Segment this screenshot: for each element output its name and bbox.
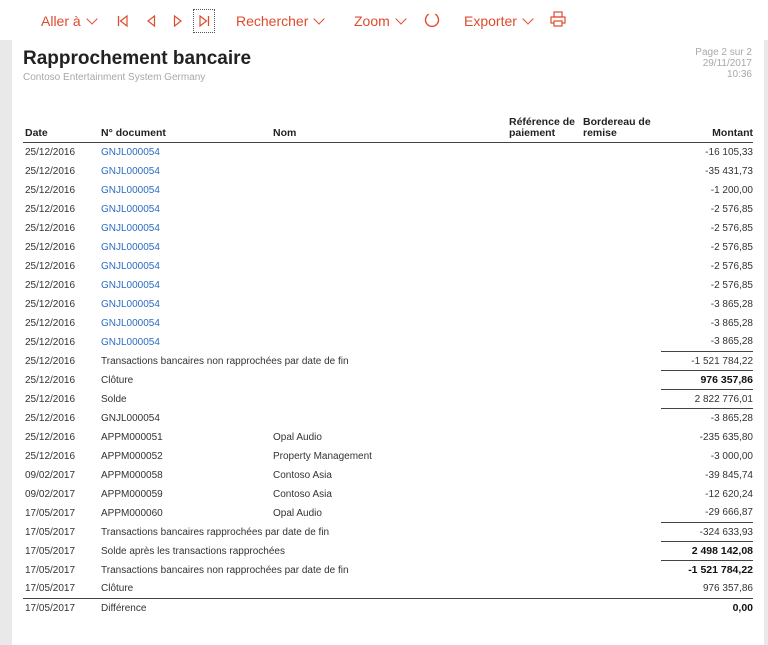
table-row: [23, 276, 753, 295]
total-label: Transactions bancaires non rapprochées par date de fin: [101, 564, 349, 576]
col-name: Nom: [271, 117, 507, 143]
document-no-cell[interactable]: GNJL000054: [101, 241, 160, 253]
name-cell: Opal Audio: [273, 507, 322, 519]
document-no-cell[interactable]: GNJL000054: [101, 146, 160, 158]
name-cell: Contoso Asia: [273, 469, 332, 481]
export-menu[interactable]: [464, 10, 532, 32]
table-row: [23, 219, 753, 238]
search-menu[interactable]: [236, 10, 323, 32]
deposit-slip-cell: [581, 200, 661, 219]
amount-cell: 976 357,86: [702, 583, 753, 595]
last-page-button[interactable]: [194, 10, 214, 32]
first-page-button[interactable]: [113, 10, 133, 32]
date-cell: 17/05/2017: [25, 583, 76, 595]
amount-cell: -2 576,85: [710, 222, 753, 234]
name-cell: [271, 333, 507, 352]
name-cell: [271, 314, 507, 333]
amount-cell: 2 822 776,01: [661, 390, 753, 409]
deposit-slip-cell: [581, 485, 661, 504]
document-no-cell[interactable]: GNJL000054: [101, 222, 160, 234]
name-cell: Opal Audio: [273, 431, 322, 443]
document-no-cell[interactable]: GNJL000054: [101, 260, 160, 272]
report-time: 10:36: [726, 69, 752, 80]
total-label: Transactions bancaires non rapprochées par date de fin: [101, 355, 349, 367]
name-cell: [271, 143, 507, 162]
name-cell: [271, 295, 507, 314]
total-row: [23, 542, 753, 561]
export-label: Exporter: [464, 13, 517, 29]
amount-cell: -3 865,28: [661, 333, 753, 352]
next-page-button[interactable]: [168, 10, 188, 32]
document-no-cell: APPM000058: [101, 469, 163, 481]
amount-cell: -2 576,85: [710, 241, 753, 253]
table-row: [23, 295, 753, 314]
document-no-cell[interactable]: GNJL000054: [101, 317, 160, 329]
col-document-no: N° document: [99, 117, 271, 143]
page-number: Page 2 sur 2: [695, 47, 752, 58]
payment-reference-cell: [507, 314, 581, 333]
date-cell: 17/05/2017: [25, 564, 76, 576]
report-toolbar: [0, 0, 768, 40]
total-label: Solde: [101, 393, 127, 405]
amount-cell: -324 633,93: [661, 523, 753, 542]
date-cell: 25/12/2016: [25, 298, 76, 310]
payment-reference-cell: [507, 504, 581, 523]
document-no-cell: APPM000051: [101, 431, 163, 443]
name-cell: Contoso Asia: [273, 488, 332, 500]
amount-cell: -2 576,85: [710, 260, 753, 272]
payment-reference-cell: [507, 447, 581, 466]
amount-cell: -2 576,85: [710, 279, 753, 291]
date-cell: 25/12/2016: [25, 431, 76, 443]
date-cell: 25/12/2016: [25, 374, 76, 386]
reconciliation-table: [23, 117, 753, 618]
date-cell: 25/12/2016: [25, 146, 76, 158]
document-no-cell[interactable]: GNJL000054: [101, 184, 160, 196]
payment-reference-cell: [507, 238, 581, 257]
date-cell: 25/12/2016: [25, 203, 76, 215]
document-no-cell: GNJL000054: [101, 412, 160, 424]
amount-cell: -35 431,73: [705, 165, 753, 177]
name-cell: Property Management: [273, 450, 372, 462]
deposit-slip-cell: [581, 504, 661, 523]
date-cell: 25/12/2016: [25, 165, 76, 177]
print-icon[interactable]: [549, 10, 567, 28]
document-no-cell: APPM000060: [101, 507, 163, 519]
table-header: [23, 117, 753, 143]
deposit-slip-cell: [581, 409, 661, 428]
payment-reference-cell: [507, 162, 581, 181]
report-title: Rapprochement bancaire: [23, 48, 252, 69]
deposit-slip-cell: [581, 314, 661, 333]
table-row: [23, 485, 753, 504]
first-page-icon: [116, 14, 130, 28]
date-cell: 25/12/2016: [25, 336, 76, 348]
amount-cell: -2 576,85: [710, 203, 753, 215]
amount-cell: -235 635,80: [699, 431, 753, 443]
deposit-slip-cell: [581, 428, 661, 447]
goto-menu[interactable]: [41, 10, 96, 32]
date-cell: 25/12/2016: [25, 355, 76, 367]
table-row: [23, 466, 753, 485]
date-cell: 09/02/2017: [25, 488, 76, 500]
amount-cell: 0,00: [661, 599, 753, 618]
date-cell: 17/05/2017: [25, 526, 76, 538]
document-no-cell[interactable]: GNJL000054: [101, 279, 160, 291]
payment-reference-cell: [507, 257, 581, 276]
search-label: Rechercher: [236, 13, 309, 29]
refresh-icon[interactable]: [422, 10, 442, 30]
chevron-down-icon: [314, 13, 325, 24]
total-row: [23, 599, 753, 618]
amount-cell: -3 865,28: [710, 412, 753, 424]
amount-cell: -3 000,00: [710, 450, 753, 462]
payment-reference-cell: [507, 466, 581, 485]
total-row: [23, 561, 753, 580]
table-row: [23, 162, 753, 181]
date-cell: 25/12/2016: [25, 184, 76, 196]
last-page-icon: [197, 14, 211, 28]
total-row: [23, 580, 753, 599]
table-row: [23, 333, 753, 352]
table-row: [23, 428, 753, 447]
company-name: Contoso Entertainment System Germany: [23, 72, 206, 83]
payment-reference-cell: [507, 181, 581, 200]
date-cell: 25/12/2016: [25, 450, 76, 462]
col-deposit-slip: Bordereau de remise: [581, 117, 661, 143]
document-no-cell[interactable]: GNJL000054: [101, 165, 160, 177]
name-cell: [271, 409, 507, 428]
amount-cell: -29 666,87: [661, 504, 753, 523]
previous-page-icon: [144, 14, 158, 28]
total-label: Solde après les transactions rapprochées: [101, 545, 285, 557]
date-cell: 17/05/2017: [25, 545, 76, 557]
document-no-cell[interactable]: GNJL000054: [101, 203, 160, 215]
payment-reference-cell: [507, 333, 581, 352]
document-no-cell: APPM000059: [101, 488, 163, 500]
previous-page-button[interactable]: [141, 10, 161, 32]
total-label: Transactions bancaires rapprochées par date de fin: [101, 526, 330, 538]
deposit-slip-cell: [581, 466, 661, 485]
col-date: Date: [23, 117, 99, 143]
total-label: Différence: [99, 599, 661, 618]
amount-cell: -3 865,28: [710, 317, 753, 329]
report-page: [12, 40, 764, 645]
payment-reference-cell: [507, 295, 581, 314]
total-row: [23, 390, 753, 409]
date-cell: 25/12/2016: [25, 393, 76, 405]
deposit-slip-cell: [581, 276, 661, 295]
payment-reference-cell: [507, 485, 581, 504]
name-cell: [271, 219, 507, 238]
payment-reference-cell: [507, 143, 581, 162]
amount-cell: -1 200,00: [710, 184, 753, 196]
amount-cell: -3 865,28: [710, 298, 753, 310]
date-cell: 25/12/2016: [25, 412, 76, 424]
deposit-slip-cell: [581, 219, 661, 238]
payment-reference-cell: [507, 219, 581, 238]
deposit-slip-cell: [581, 295, 661, 314]
table-row: [23, 257, 753, 276]
name-cell: [271, 181, 507, 200]
table-row: [23, 314, 753, 333]
table-row: [23, 447, 753, 466]
report-date: 29/11/2017: [702, 58, 752, 69]
payment-reference-cell: [507, 428, 581, 447]
deposit-slip-cell: [581, 181, 661, 200]
name-cell: [271, 257, 507, 276]
deposit-slip-cell: [581, 447, 661, 466]
amount-cell: -1 521 784,22: [661, 352, 753, 371]
deposit-slip-cell: [581, 238, 661, 257]
date-cell: 09/02/2017: [25, 469, 76, 481]
date-cell: 17/05/2017: [23, 599, 99, 618]
amount-cell: -12 620,24: [705, 488, 753, 500]
goto-label: Aller à: [41, 13, 81, 29]
total-row: [23, 352, 753, 371]
deposit-slip-cell: [581, 162, 661, 181]
payment-reference-cell: [507, 200, 581, 219]
total-row: [23, 523, 753, 542]
amount-cell: -1 521 784,22: [688, 564, 753, 577]
deposit-slip-cell: [581, 143, 661, 162]
amount-cell: 976 357,86: [661, 371, 753, 390]
payment-reference-cell: [507, 409, 581, 428]
amount-cell: 2 498 142,08: [661, 542, 753, 561]
date-cell: 17/05/2017: [25, 507, 76, 519]
col-amount: Montant: [661, 117, 753, 143]
chevron-down-icon: [86, 13, 97, 24]
date-cell: 25/12/2016: [25, 279, 76, 291]
deposit-slip-cell: [581, 257, 661, 276]
amount-cell: -39 845,74: [705, 469, 753, 481]
date-cell: 25/12/2016: [25, 222, 76, 234]
name-cell: [271, 162, 507, 181]
zoom-menu[interactable]: [354, 10, 405, 32]
page-info: [695, 47, 752, 80]
date-cell: 25/12/2016: [25, 241, 76, 253]
table-row: [23, 200, 753, 219]
table-row: [23, 504, 753, 523]
table-row: [23, 181, 753, 200]
document-no-cell[interactable]: GNJL000054: [101, 298, 160, 310]
table-row: [23, 143, 753, 162]
total-label: Clôture: [101, 583, 134, 595]
chevron-down-icon: [395, 13, 406, 24]
name-cell: [271, 200, 507, 219]
next-page-icon: [171, 14, 185, 28]
date-cell: 25/12/2016: [25, 317, 76, 329]
table-row: [23, 238, 753, 257]
document-no-cell: APPM000052: [101, 450, 163, 462]
document-no-cell[interactable]: GNJL000054: [101, 336, 160, 348]
total-label: Clôture: [101, 374, 134, 386]
col-payment-reference: Référence de paiement: [507, 117, 581, 143]
table-row: [23, 409, 753, 428]
name-cell: [271, 276, 507, 295]
zoom-label: Zoom: [354, 13, 390, 29]
total-row: [23, 371, 753, 390]
deposit-slip-cell: [581, 333, 661, 352]
amount-cell: -16 105,33: [705, 146, 753, 158]
chevron-down-icon: [522, 13, 533, 24]
payment-reference-cell: [507, 276, 581, 295]
date-cell: 25/12/2016: [25, 260, 76, 272]
name-cell: [271, 238, 507, 257]
